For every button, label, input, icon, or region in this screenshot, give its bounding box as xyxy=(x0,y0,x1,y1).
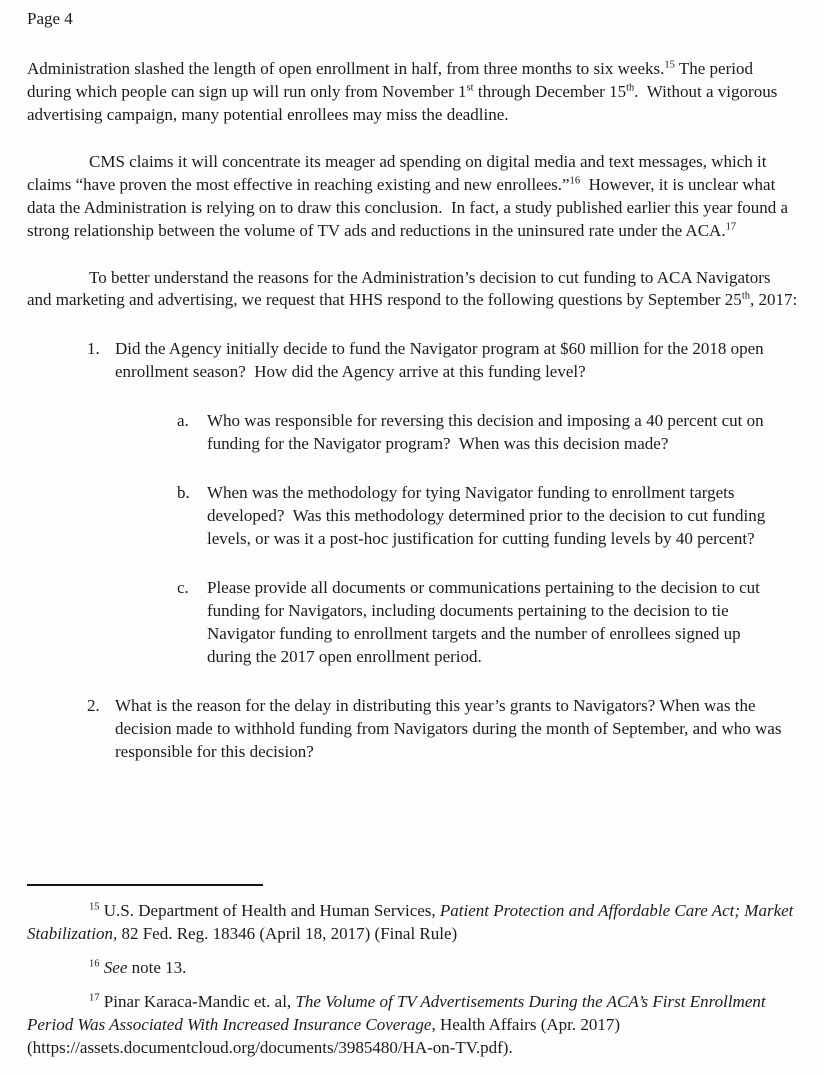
subitem-text: When was the methodology for tying Navigator funding to enrollment targets developed? Was this methodology determined prior to the decision to cut funding levels, or was it a post-hoc justification for cutting funding levels by 40 percent? xyxy=(207,483,770,548)
list-item-text: What is the reason for the delay in distributing this year’s grants to Navigators? When was the decision made to withhold funding from Navigators during the month of September, and who was responsible for this decision? xyxy=(115,695,786,761)
list-item-number: 2. xyxy=(87,695,100,715)
list-subitem-a xyxy=(177,410,798,456)
page-number-label: Page 4 xyxy=(27,9,73,28)
list-item-body xyxy=(115,695,798,764)
list-item-body xyxy=(115,338,798,668)
list-subitem-c xyxy=(177,577,798,669)
list-subitem-b xyxy=(177,482,798,551)
subitem-text: Please provide all documents or communications pertaining to the decision to cut funding for Navigators, including documents pertaining to the decision to tie Navigator funding to enrollment targets and the number of enrollees signed up during the 2017 open enrollment period. xyxy=(207,577,765,666)
paragraph-open-enrollment: Administration slashed the length of open enrollment in half, from three months to six weeks.$^{15}$ The period during which people can sign up will run only from November 1st through December 15th. Without a vigorous advertising campaign, many potential enrollees may miss the deadline. xyxy=(27,58,782,124)
list-item-text: Did the Agency initially decide to fund the Navigator program at $60 million for the 2018 open enrollment season? How did the Agency arrive at this funding level? xyxy=(115,339,768,382)
list-item-question-2 xyxy=(87,695,798,764)
footnote-17: $^{17}$ Pinar Karaca-Mandic et. al, The Volume of TV Advertisements During the ACA’s First Enrollment Period Was Associated With Increased Insurance Coverage, Health Affairs (Apr. 2017) (https://assets.documentcloud.org/documents/3985480/HA-on-TV.pdf). xyxy=(27,991,770,1057)
question-list xyxy=(87,338,798,763)
subitem-text: Who was responsible for reversing this decision and imposing a 40 percent cut on funding for the Navigator program? When was this decision made? xyxy=(207,411,768,454)
footnote-16: $^{16}$ See note 13. xyxy=(89,957,187,977)
list-item-number: 1. xyxy=(87,339,100,359)
paragraph-request-intro: To better understand the reasons for the Administration’s decision to cut funding to ACA Navigators and marketing and advertising, we request that HHS respond to the following questions by September 25th, 2017: xyxy=(27,267,798,310)
footnotes-section xyxy=(27,884,798,1071)
subitem-letter: a. xyxy=(177,411,189,431)
footnote-separator-rule xyxy=(27,884,263,886)
subitem-letter: b. xyxy=(177,483,190,503)
list-item-question-1 xyxy=(87,338,798,668)
subitem-letter: c. xyxy=(177,577,189,597)
paragraph-cms-claims: CMS claims it will concentrate its meager ad spending on digital media and text messages, which it claims “have proven the most effective in reaching existing and new enrollees.”$^{16}$ However, it is unclear what data the Administration is relying on to draw this conclusion. In fact, a study published earlier this year found a strong relationship between the volume of TV ads and reductions in the uninsured rate under the ACA.$^{17}$ xyxy=(27,151,793,240)
footnote-15: $^{15}$ U.S. Department of Health and Human Services, Patient Protection and Affordable Care Act; Market Stabilization, 82 Fed. Reg. 18346 (April 18, 2017) (Final Rule) xyxy=(27,901,798,943)
